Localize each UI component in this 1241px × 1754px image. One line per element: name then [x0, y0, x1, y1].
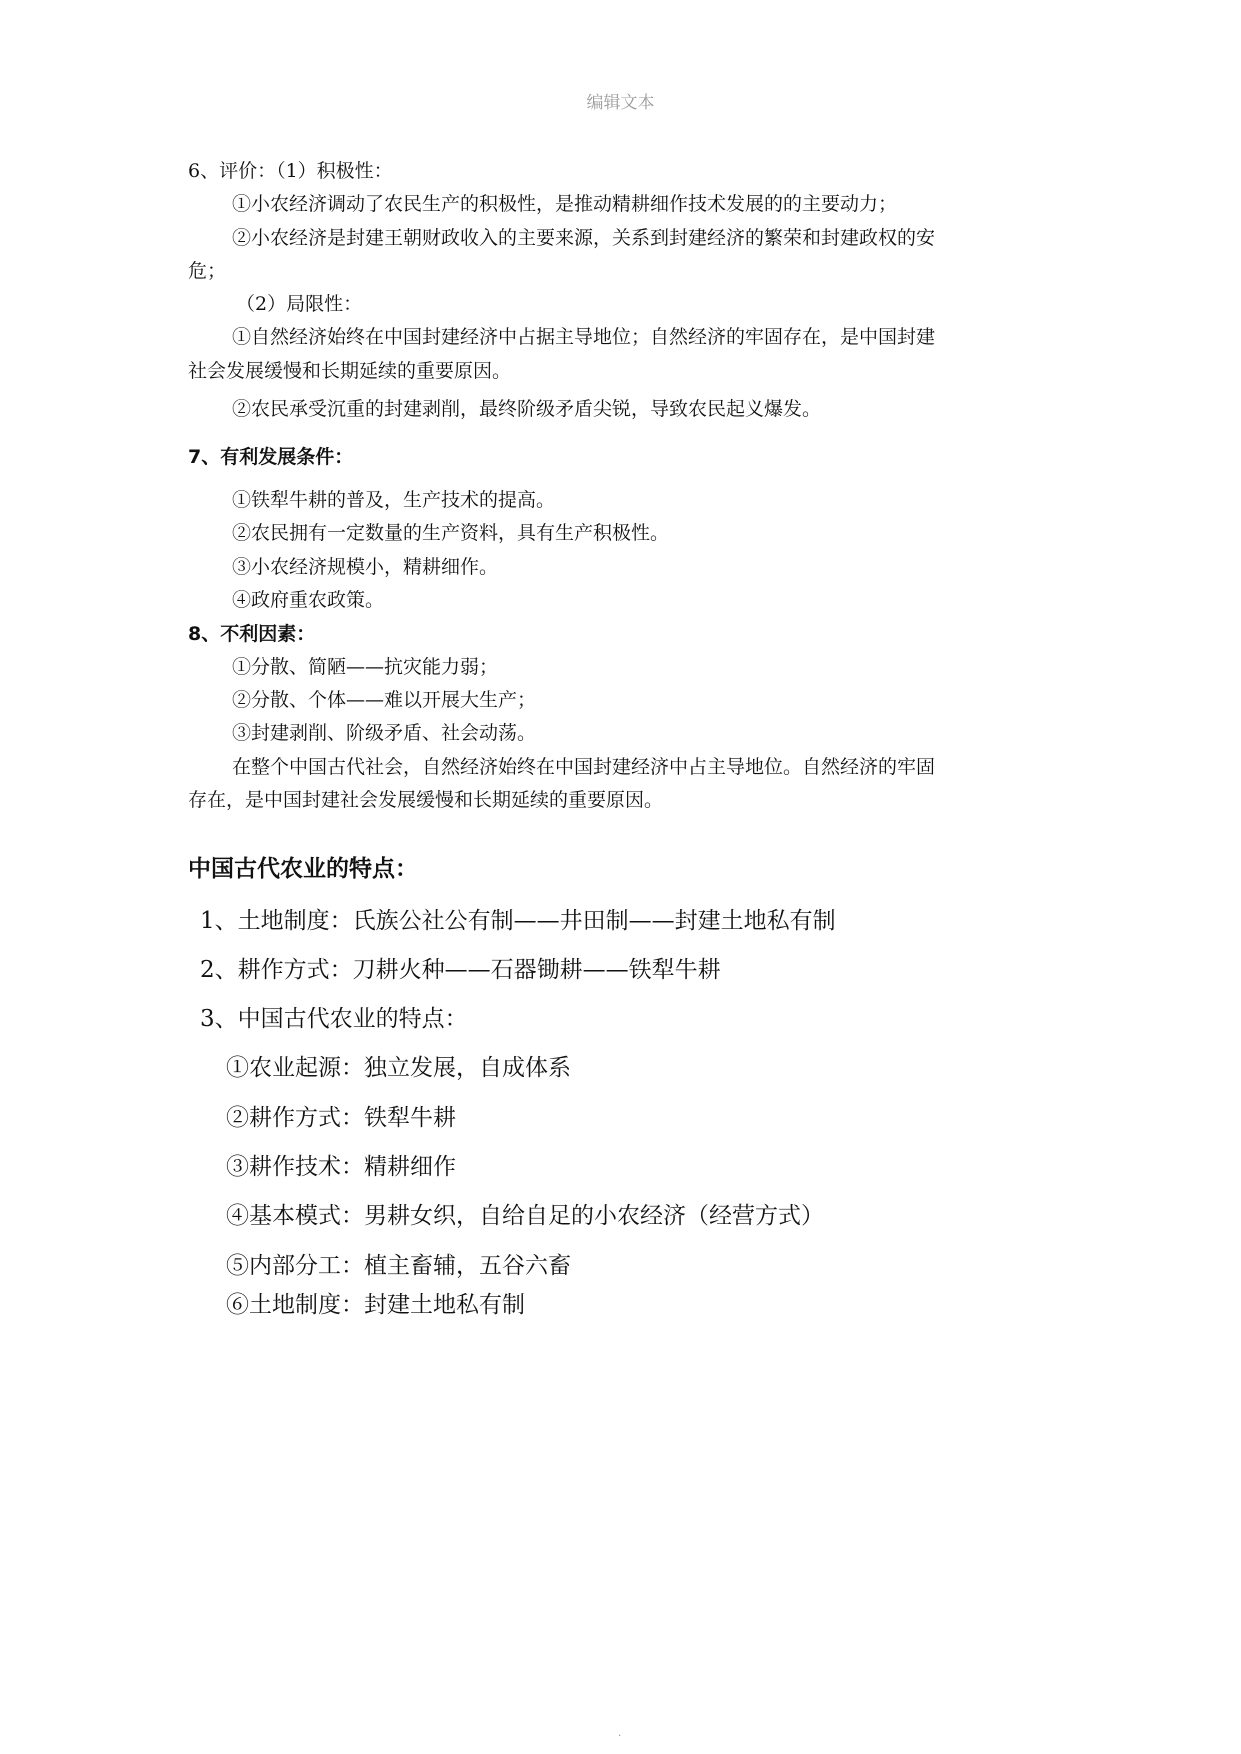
section6-heading: 6、评价：（1）积极性：: [188, 160, 393, 182]
section7-item-3: ③小农经济规模小，精耕细作。: [232, 556, 499, 578]
agri-feature-5: ⑤内部分工：植主畜辅，五谷六畜: [226, 1253, 571, 1279]
agri-line-3: 3、中国古代农业的特点：: [200, 1006, 468, 1032]
agri-feature-6: ⑥土地制度：封建土地私有制: [226, 1292, 525, 1318]
agri-feature-4: ④基本模式：男耕女织，自给自足的小农经济（经营方式）: [226, 1203, 824, 1229]
section6-pos-3: 危；: [188, 260, 227, 282]
section7-item-4: ④政府重农政策。: [232, 589, 385, 611]
page-header: 编辑文本: [586, 93, 655, 113]
section8-heading: 8、不利因素：: [188, 623, 316, 645]
section8-item-2: ②分散、个体——难以开展大生产；: [232, 689, 537, 711]
section8-item-1: ①分散、简陋——抗灾能力弱；: [232, 656, 499, 678]
agri-feature-1: ①农业起源：独立发展，自成体系: [226, 1055, 571, 1081]
agri-feature-3: ③耕作技术：精耕细作: [226, 1154, 456, 1180]
agri-line-2: 2、耕作方式：刀耕火种——石器锄耕——铁犁牛耕: [200, 957, 721, 983]
section6-limit-heading: （2）局限性：: [236, 293, 363, 315]
section6-limit-3: ②农民承受沉重的封建剥削，最终阶级矛盾尖锐，导致农民起义爆发。: [232, 398, 822, 420]
agri-title: 中国古代农业的特点：: [188, 856, 418, 882]
section6-pos-2: ②小农经济是封建王朝财政收入的主要来源，关系到封建经济的繁荣和封建政权的安: [232, 227, 936, 249]
footer-dot: .: [618, 1728, 622, 1739]
agri-line-1: 1、土地制度：氏族公社公有制——井田制——封建土地私有制: [200, 908, 836, 934]
section7-item-1: ①铁犁牛耕的普及，生产技术的提高。: [232, 489, 556, 511]
agri-feature-2: ②耕作方式：铁犁牛耕: [226, 1105, 456, 1131]
section8-item-3: ③封建剥削、阶级矛盾、社会动荡。: [232, 722, 537, 744]
section8-summary-1: 在整个中国古代社会，自然经济始终在中国封建经济中占主导地位。自然经济的牢固: [232, 756, 936, 778]
section6-limit-2: 社会发展缓慢和长期延续的重要原因。: [188, 360, 512, 382]
section7-item-2: ②农民拥有一定数量的生产资料，具有生产积极性。: [232, 522, 670, 544]
section7-heading: 7、有利发展条件：: [188, 446, 354, 468]
section6-limit-1: ①自然经济始终在中国封建经济中占据主导地位；自然经济的牢固存在，是中国封建: [232, 326, 936, 348]
section6-pos-1: ①小农经济调动了农民生产的积极性，是推动精耕细作技术发展的的主要动力；: [232, 193, 898, 215]
section8-summary-2: 存在，是中国封建社会发展缓慢和长期延续的重要原因。: [188, 789, 664, 811]
